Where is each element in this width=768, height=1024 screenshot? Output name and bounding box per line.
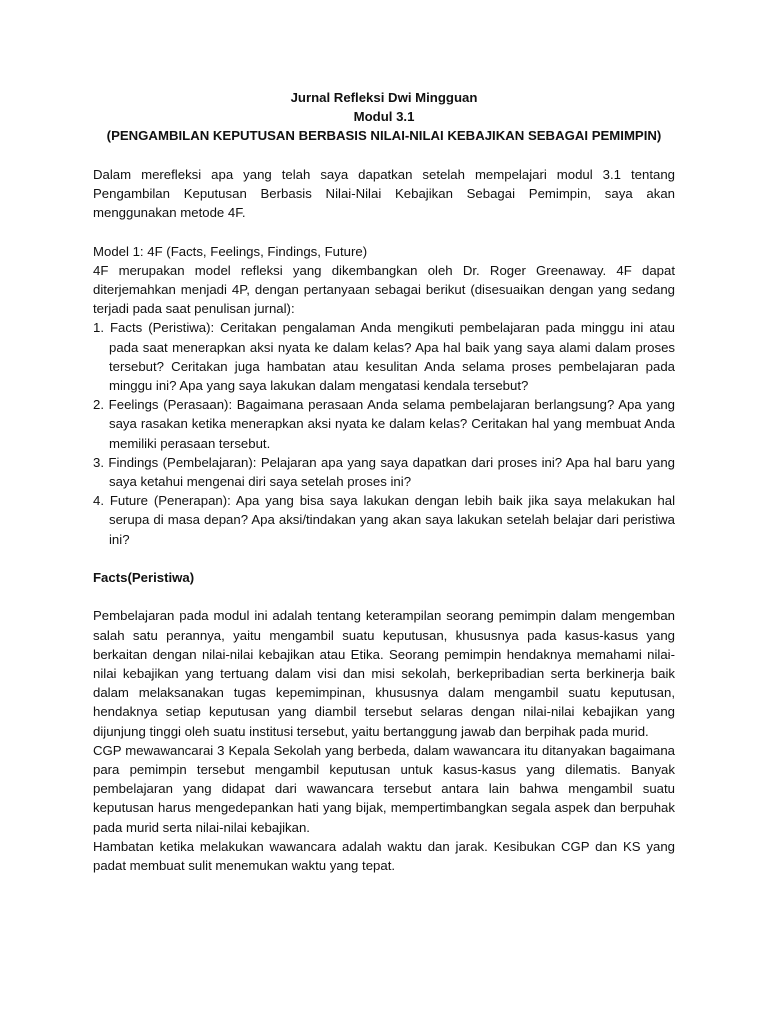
facts-paragraph-3: Hambatan ketika melakukan wawancara adalah waktu dan jarak. Kesibukan CGP dan KS yang padat membuat sulit menemukan waktu yang tepat.	[93, 838, 675, 874]
intro-paragraph: Dalam merefleksi apa yang telah saya dapatkan setelah mempelajari modul 3.1 tentang Pengambilan Keputusan Berbasis Nilai-Nilai Kebajikan Sebagai Pemimpin, saya akan menggunakan metode 4F.	[93, 166, 675, 221]
facts-paragraph-2: CGP mewawancarai 3 Kepala Sekolah yang berbeda, dalam wawancara itu ditanyakan bagaimana para pemimpin tersebut mengambil keputusan untuk kasus-kasus yang dilematis. Banyak pembelajaran yang didapat dari wawancara tersebut antara lain bahwa mengambil suatu keputusan harus mengedepankan hati yang bijak, mempertimbangkan segala aspek dan berpuhak pada murid serta nilai-nilai kebajikan.	[93, 742, 675, 835]
document-title	[93, 88, 675, 146]
list-item: 4. Future (Penerapan): Apa yang bisa saya lakukan dengan lebih baik jika saya melakukan hal serupa di masa depan? Apa aksi/tindakan yang akan saya lakukan setelah belajar dari peristiwa ini?	[93, 493, 675, 547]
model-heading: Model 1: 4F (Facts, Feelings, Findings, Future)	[93, 243, 368, 259]
spacer	[93, 587, 675, 606]
spacer	[93, 146, 675, 165]
title-line-2: Modul 3.1	[353, 109, 415, 125]
list-item: 3. Findings (Pembelajaran): Pelajaran apa yang saya dapatkan dari proses ini? Apa hal baru yang saya ketahui mengenai diri saya setelah proses ini?	[93, 454, 675, 490]
spacer	[93, 222, 675, 241]
spacer	[93, 549, 675, 568]
list-item: 1. Facts (Peristiwa): Ceritakan pengalaman Anda mengikuti pembelajaran pada minggu ini atau pada saat menerapkan aksi nyata ke dalam kelas? Apa hal baik yang saya alami dalam proses tersebut? Ceritakan juga hambatan atau kesulitan Anda selama proses pembelajaran pada minggu ini? Apa yang saya lakukan dalam mengatasi kendala tersebut?	[93, 320, 675, 394]
list-item: 2. Feelings (Perasaan): Bagaimana perasaan Anda selama pembelajaran berlangsung? Apa yang saya rasakan ketika menerapkan aksi nyata ke dalam kelas? Ceritakan hal yang membuat Anda memiliki perasaan tersebut.	[93, 397, 675, 451]
model-description: 4F merupakan model refleksi yang dikembangkan oleh Dr. Roger Greenaway. 4F dapat diterjemahkan menjadi 4P, dengan pertanyaan sebagai berikut (disesuaikan dengan yang sedang terjadi pada saat penulisan jurnal):	[93, 262, 675, 317]
document-page	[93, 88, 675, 875]
facts-paragraph-1: Pembelajaran pada modul ini adalah tentang keterampilan seorang pemimpin dalam mengemban salah satu perannya, yaitu mengambil suatu keputusan, khususnya pada kasus-kasus yang berkaitan dengan nilai-nilai kebajikan atau Etika. Seorang pemimpin hendaknya memahami nilai-nilai kebajikan yang tertuang dalam visi dan misi sekolah, berkepribadian serta berkinerja baik dalam melaksanakan tugas kepemimpinan, khususnya dalam mengambil suatu keputusan, hendaknya setiap keputusan yang diambil tersebut selaras dengan nilai-nilai kebajikan yang dijunjung tinggi oleh suatu institusi tersebut, yaitu bertanggung jawab dan berpihak pada murid.	[93, 608, 675, 739]
facts-heading: Facts(Peristiwa)	[93, 570, 195, 586]
reflection-question-list	[93, 318, 675, 548]
title-line-3: (PENGAMBILAN KEPUTUSAN BERBASIS NILAI-NILAI KEBAJIKAN SEBAGAI PEMIMPIN)	[106, 128, 662, 144]
title-line-1: Jurnal Refleksi Dwi Mingguan	[290, 90, 478, 105]
